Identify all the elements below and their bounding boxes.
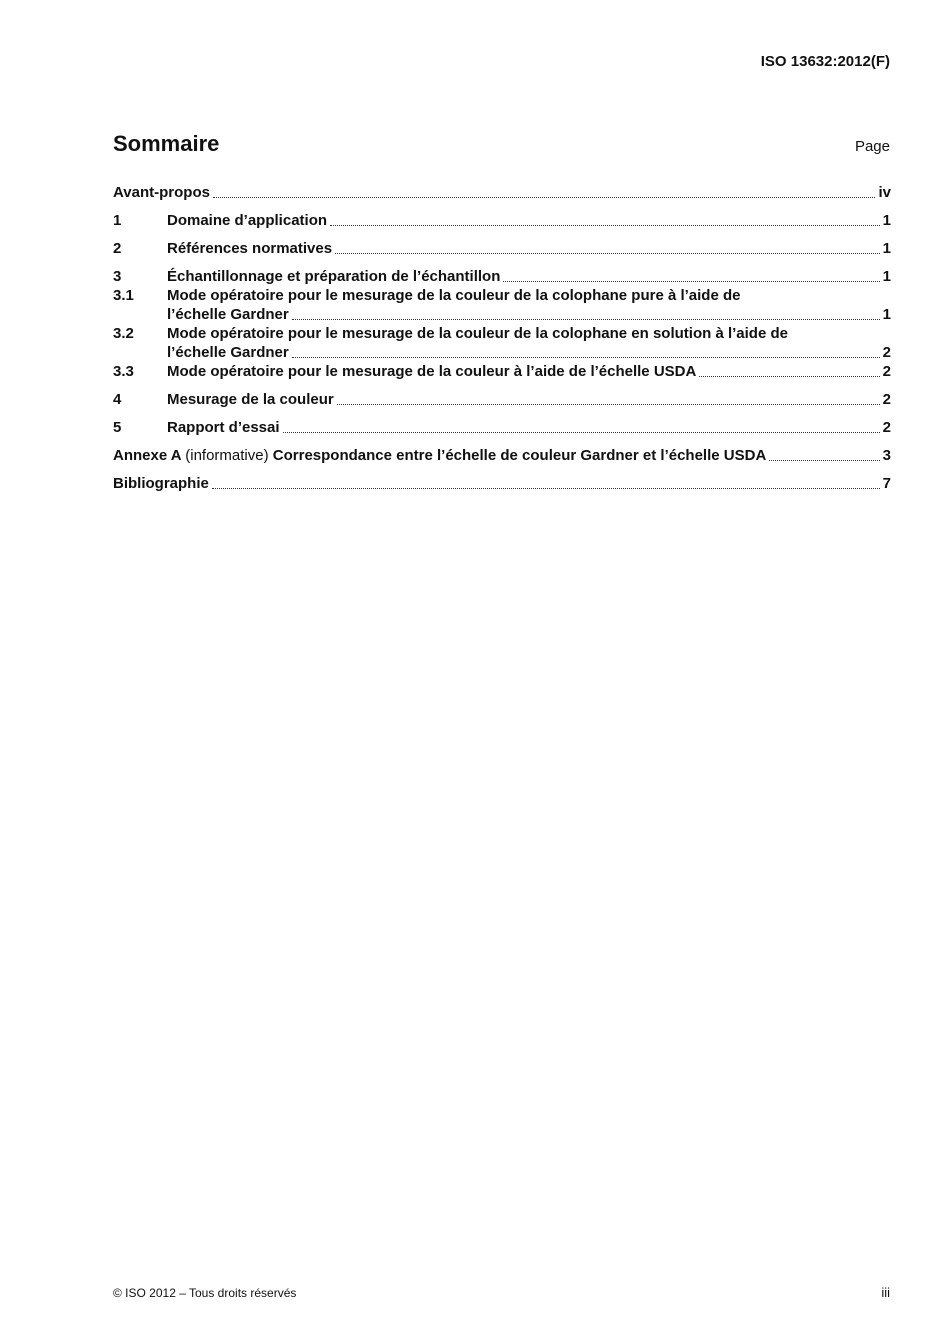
- toc-entry-text: Bibliographie: [113, 475, 209, 492]
- toc-entry-bibliography[interactable]: [113, 474, 891, 493]
- toc-entry-number: 2: [113, 240, 122, 257]
- toc-entry-number: 4: [113, 391, 122, 408]
- leader-dots: [337, 403, 880, 405]
- toc-entry-text: Échantillonnage et préparation de l’échantillon: [167, 268, 501, 285]
- toc-entry-1[interactable]: [113, 211, 891, 230]
- toc-entry-2[interactable]: [113, 239, 891, 258]
- leader-dots: [292, 318, 880, 320]
- toc-entry-text: Rapport d’essai: [167, 419, 280, 436]
- toc-entry-page: iv: [878, 184, 891, 201]
- leader-dots: [212, 487, 880, 489]
- toc-entry-page: 1: [882, 212, 891, 229]
- toc-entry-number: 3.1: [113, 287, 134, 304]
- toc-entry-number: 3.3: [113, 363, 134, 380]
- toc-entry-annex-a[interactable]: [113, 446, 891, 465]
- toc-entry-text: Domaine d’application: [167, 212, 328, 229]
- toc-entry-page: 1: [882, 306, 891, 323]
- toc-entry-5[interactable]: [113, 418, 891, 437]
- toc-entry-page: 2: [882, 391, 891, 408]
- toc-entry-number: 1: [113, 212, 122, 229]
- toc-entry-page: 1: [882, 240, 891, 257]
- toc-entry-3[interactable]: [113, 267, 891, 286]
- toc-entry-text-line2: l’échelle Gardner: [167, 306, 289, 323]
- leader-dots: [213, 196, 876, 198]
- toc-entry-number: 3: [113, 268, 122, 285]
- page-column-label: Page: [854, 138, 890, 155]
- toc-entry-3-1[interactable]: [113, 286, 891, 324]
- toc-entry-page: 7: [882, 475, 891, 492]
- copyright-notice: © ISO 2012 – Tous droits réservés: [113, 1286, 297, 1300]
- leader-dots: [503, 280, 879, 282]
- toc-entry-page: 2: [882, 344, 891, 361]
- annex-type: (informative): [185, 447, 269, 464]
- toc-entry-page: 2: [882, 363, 891, 380]
- toc-entry-number: 5: [113, 419, 122, 436]
- document-code: ISO 13632:2012(F): [760, 53, 890, 70]
- leader-dots: [292, 356, 880, 358]
- toc-entry-3-2[interactable]: [113, 324, 891, 362]
- toc-entry-number: 3.2: [113, 325, 134, 342]
- leader-dots: [699, 375, 879, 377]
- toc-entry-text-line1: Mode opératoire pour le mesurage de la couleur de la colophane pure à l’aide de: [167, 287, 741, 304]
- leader-dots: [769, 459, 879, 461]
- toc-entry-page: 1: [882, 268, 891, 285]
- leader-dots: [283, 431, 880, 433]
- toc-entry-text: Références normatives: [167, 240, 333, 257]
- leader-dots: [330, 224, 880, 226]
- toc-entry-text: Avant-propos: [113, 184, 210, 201]
- toc-entry-text: [113, 446, 766, 465]
- table-of-contents: [113, 183, 891, 493]
- page-number: iii: [881, 1285, 890, 1300]
- annex-title: Correspondance entre l’échelle de couleur Gardner et l’échelle USDA: [272, 447, 767, 464]
- toc-entry-page: 3: [882, 447, 891, 464]
- toc-entry-foreword[interactable]: [113, 183, 891, 202]
- toc-entry-text-line2: l’échelle Gardner: [167, 344, 289, 361]
- toc-entry-text: Mode opératoire pour le mesurage de la couleur à l’aide de l’échelle USDA: [167, 363, 697, 380]
- toc-entry-4[interactable]: [113, 390, 891, 409]
- toc-title: Sommaire: [113, 131, 220, 156]
- toc-entry-text-line1: Mode opératoire pour le mesurage de la couleur de la colophane en solution à l’aide de: [167, 325, 788, 342]
- leader-dots: [335, 252, 880, 254]
- toc-entry-text: Mesurage de la couleur: [167, 391, 334, 408]
- toc-entry-page: 2: [882, 419, 891, 436]
- annex-label: Annexe A: [113, 447, 182, 464]
- toc-entry-3-3[interactable]: [113, 362, 891, 381]
